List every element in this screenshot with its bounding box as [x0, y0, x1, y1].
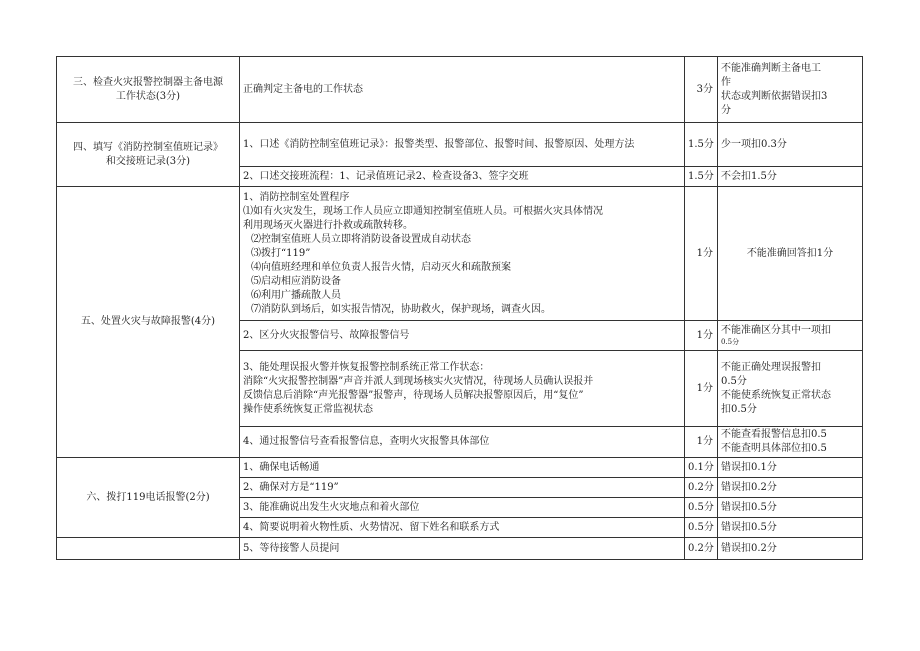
deduction-line: 0.5分: [721, 375, 747, 387]
criteria-line: 2、确保对方是“119”: [243, 481, 339, 493]
section-cell: [57, 187, 240, 458]
score-cell: 1分: [685, 321, 718, 351]
deduction-line: 作: [721, 76, 731, 88]
criteria-line: 4、简要说明着火物性质、火势情况、留下姓名和联系方式: [243, 521, 500, 533]
deduction-cell: [718, 518, 863, 538]
deduction-cell: [718, 57, 863, 123]
criteria-line: 5、等待接警人员提问: [243, 542, 340, 554]
section-title-line: 三、检查火灾报警控制器主备电源: [73, 76, 223, 88]
table-row: [57, 57, 863, 123]
deduction-line: 错误扣0.5分: [721, 501, 777, 513]
score-cell: 0.1分: [685, 458, 718, 478]
section-cell: [57, 538, 240, 560]
deduction-cell: [718, 538, 863, 560]
score-cell: 1.5分: [685, 167, 718, 187]
scoring-table-body: [57, 57, 863, 560]
deduction-line: 扣0.5分: [721, 403, 757, 415]
deduction-line: 不能正确处理误报警扣: [721, 361, 821, 373]
deduction-line: 分: [721, 104, 731, 116]
deduction-line: 不能查明具体部位扣0.5: [721, 443, 827, 454]
deduction-line: 错误扣0.2分: [721, 542, 777, 554]
deduction-line: 错误扣0.1分: [721, 461, 777, 473]
table-row: [57, 187, 863, 321]
criteria-line: ⑵控制室值班人员立即将消防设备设置成自动状态: [251, 233, 471, 245]
criteria-line: 4、通过报警信号查看报警信息，查明火灾报警具体部位: [243, 436, 490, 447]
criteria-cell: [240, 427, 685, 458]
section-title-line: 五、处置火灾与故障报警(4分): [80, 316, 216, 327]
criteria-cell: [240, 123, 685, 167]
score-cell: 0.5分: [685, 498, 718, 518]
deduction-line: 不能查看报警信息扣0.5: [721, 429, 827, 440]
criteria-line: 操作使系统恢复正常监视状态: [243, 403, 373, 415]
criteria-cell: [240, 351, 685, 427]
criteria-cell: [240, 187, 685, 321]
section-cell: [57, 458, 240, 538]
criteria-cell: [240, 167, 685, 187]
deduction-cell: [718, 458, 863, 478]
deduction-cell: [718, 187, 863, 321]
table-row: [57, 458, 863, 478]
section-title-line: 和交接班记录(3分): [105, 155, 191, 167]
deduction-line: 少一项扣0.3分: [721, 138, 787, 150]
deduction-line: 错误扣0.5分: [721, 521, 777, 533]
criteria-line: 3、能准确说出发生火灾地点和着火部位: [243, 501, 420, 513]
deduction-line: 不能准确判断主备电工: [721, 62, 821, 74]
score-cell: 1分: [685, 187, 718, 321]
criteria-line: 1、消防控制室处置程序: [243, 191, 350, 203]
section-cell: [57, 57, 240, 123]
deduction-cell: [718, 351, 863, 427]
deduction-cell: [718, 123, 863, 167]
criteria-line: 反馈信息后消除“声光报警器”报警声，待现场人员解决报警原因后，用“复位”: [243, 389, 584, 401]
deduction-cell: [718, 427, 863, 458]
criteria-line: 2、口述交接班流程：1、记录值班记录2、检查设备3、签字交班: [243, 170, 529, 182]
criteria-line: ⑷向值班经理和单位负责人报告火情，启动灭火和疏散预案: [251, 261, 511, 273]
criteria-line: ⑹利用广播疏散人员: [251, 289, 341, 301]
criteria-cell: [240, 498, 685, 518]
criteria-cell: [240, 478, 685, 498]
criteria-line: 1、口述《消防控制室值班记录》：报警类型、报警部位、报警时间、报警原因、处理方法: [243, 138, 635, 150]
criteria-line: ⑺消防队到场后，如实报告情况，协助救火，保护现场，调查火因。: [251, 303, 551, 315]
score-cell: 1.5分: [685, 123, 718, 167]
criteria-line: 2、区分火灾报警信号、故障报警信号: [243, 329, 410, 341]
deduction-line: 不能准确区分其中一项扣: [721, 324, 831, 336]
deduction-line: 0.5分: [721, 337, 740, 346]
criteria-line: ⑴如有火灾发生，现场工作人员应立即通知控制室值班人员。可根据火灾具体情况: [243, 205, 603, 217]
deduction-cell: [718, 167, 863, 187]
criteria-cell: [240, 57, 685, 123]
criteria-line: 利用现场灭火器进行扑救或疏散转移。: [243, 219, 413, 231]
deduction-line: 不会扣1.5分: [721, 170, 777, 182]
score-cell: 0.2分: [685, 538, 718, 560]
criteria-line: 3、能处理误报火警并恢复报警控制系统正常工作状态：: [243, 361, 490, 373]
criteria-line: 正确判定主备电的工作状态: [243, 83, 363, 95]
criteria-cell: [240, 458, 685, 478]
deduction-cell: [718, 321, 863, 351]
section-cell: [57, 123, 240, 187]
score-cell: 0.2分: [685, 478, 718, 498]
criteria-line: ⑶拨打“119”: [251, 247, 311, 259]
deduction-cell: [718, 498, 863, 518]
table-row: [57, 538, 863, 560]
deduction-line: 不能准确回答扣1分: [746, 247, 834, 259]
table-row: [57, 123, 863, 167]
criteria-cell: [240, 518, 685, 538]
section-title-line: 六、拨打119电话报警(2分): [86, 491, 210, 503]
score-cell: 1分: [685, 427, 718, 458]
criteria-cell: [240, 321, 685, 351]
section-title-line: 四、填写《消防控制室值班记录》: [73, 141, 223, 153]
score-cell: 1分: [685, 351, 718, 427]
section-title-line: 工作状态(3分): [115, 90, 181, 102]
criteria-line: ⑸启动相应消防设备: [251, 275, 341, 287]
score-cell: 0.5分: [685, 518, 718, 538]
scoring-sheet: [56, 56, 862, 560]
deduction-line: 状态或判断依据错误扣3: [721, 90, 828, 102]
criteria-line: 消除“火灾报警控制器”声音并派人到现场核实火灾情况，待现场人员确认误报并: [243, 375, 594, 387]
deduction-line: 不能使系统恢复正常状态: [721, 389, 831, 401]
scoring-table: [56, 56, 863, 560]
score-cell: 3分: [685, 57, 718, 123]
deduction-line: 错误扣0.2分: [721, 481, 777, 493]
criteria-cell: [240, 538, 685, 560]
criteria-line: 1、确保电话畅通: [243, 461, 320, 473]
deduction-cell: [718, 478, 863, 498]
